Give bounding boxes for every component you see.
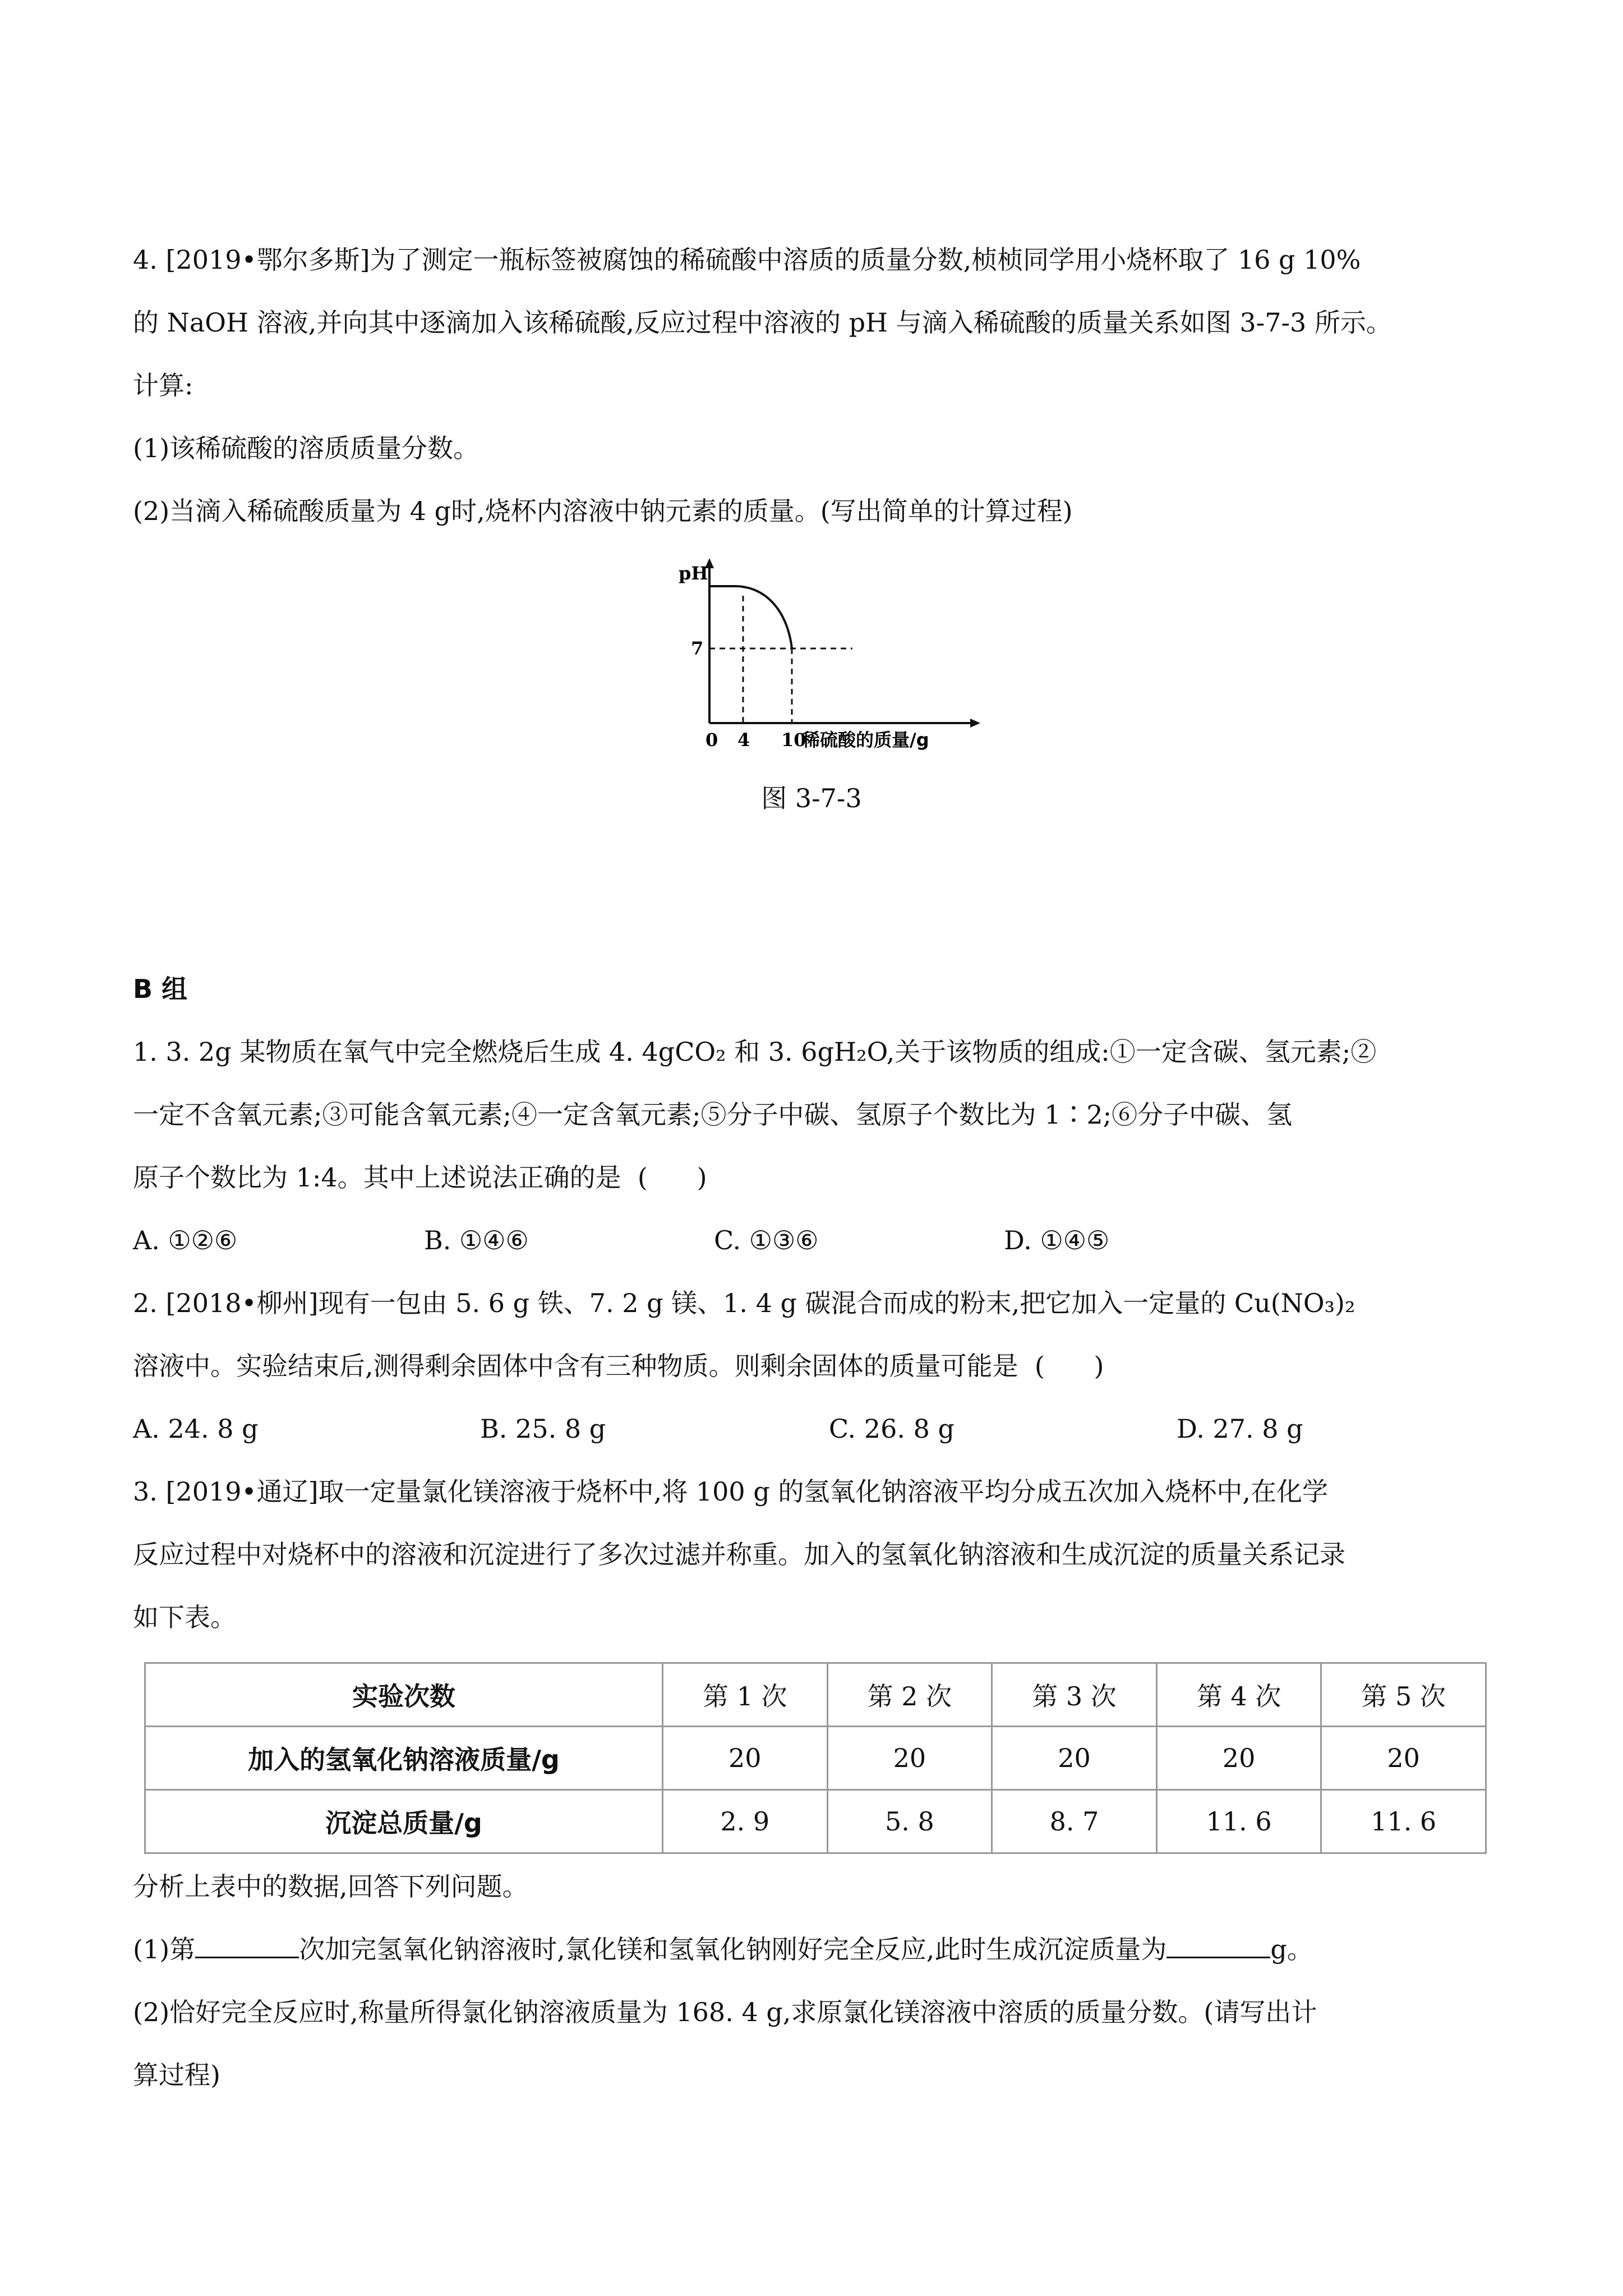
table-cell: 5. 8 [827,1790,992,1853]
b2-option-c: C. 26. 8 g [829,1414,955,1444]
table-cell: 20 [827,1727,992,1790]
problem4-question2: (2)当滴入稀硫酸质量为 4 g时,烧杯内溶液中钠元素的质量。(写出简单的计算过程) [133,496,1073,526]
group-b-title: B 组 [133,974,188,1004]
b1-option-a: A. ①②⑥ [133,1225,238,1255]
b1-option-b: B. ①④⑥ [424,1225,529,1255]
b1-option-d: D. ①④⑤ [1004,1225,1110,1255]
answer-blank-1[interactable] [195,1933,299,1958]
problem4-line1: 4. [2019•鄂尔多斯]为了测定一瓶标签被腐蚀的稀硫酸中溶质的质量分数,桢桢同学用小烧杯取了 16 g 10% [133,245,1361,275]
b2-option-b: B. 25. 8 g [480,1414,606,1444]
b1-line1: 1. 3. 2g 某物质在氧气中完全燃烧后生成 4. 4gCO₂ 和 3. 6gH₂O,关于该物质的组成:①一定含碳、氢元素;② [133,1037,1377,1067]
table-row [145,1663,1486,1727]
b2-line1: 2. [2018•柳州]现有一包由 5. 6 g 铁、7. 2 g 镁、1. 4 g 碳混合而成的粉末,把它加入一定量的 Cu(NO₃)₂ [133,1288,1355,1318]
b3-after-table: 分析上表中的数据,回答下列问题。 [133,1871,528,1902]
x-tick-0: 0 [706,729,718,751]
table-cell: 加入的氢氧化钠溶液质量/g [145,1727,663,1790]
b3-question2-line2: 算过程) [133,2060,220,2090]
table-cell: 沉淀总质量/g [145,1790,663,1853]
b3-line1: 3. [2019•通辽]取一定量氯化镁溶液于烧杯中,将 100 g 的氢氧化钠溶液平均分成五次加入烧杯中,在化学 [133,1476,1328,1507]
b3-q1-part-a: (1)第 [133,1934,196,1964]
b2-option-a: A. 24. 8 g [133,1414,259,1444]
b2-option-d: D. 27. 8 g [1177,1414,1303,1444]
x-axis-label: 稀硫酸的质量/g [802,729,929,751]
table-cell: 2. 9 [663,1790,828,1853]
ph-curve [709,586,792,648]
b3-question1 [133,1932,1313,1966]
table-cell: 11. 6 [1156,1790,1321,1853]
table-cell: 第 3 次 [992,1663,1157,1727]
table-cell: 11. 6 [1321,1790,1486,1853]
figure-caption: 图 3-7-3 [761,783,862,813]
x-axis-arrow [970,719,980,728]
b3-question2-line1: (2)恰好完全反应时,称量所得氯化钠溶液质量为 168. 4 g,求原氯化镁溶液中溶质的质量分数。(请写出计 [133,1997,1317,2027]
x-tick-10: 10 [781,729,806,751]
problem4-line3: 计算: [133,370,193,401]
y-tick-7: 7 [691,638,704,659]
table-row [145,1790,1486,1853]
table-cell: 第 5 次 [1321,1663,1486,1727]
b1-line2: 一定不含氧元素;③可能含氧元素;④一定含氧元素;⑤分子中碳、氢原子个数比为 1∶2;⑥分子中碳、氢 [133,1099,1293,1130]
problem4-question1: (1)该稀硫酸的溶质质量分数。 [133,433,479,463]
table-cell: 第 4 次 [1156,1663,1321,1727]
b3-line3: 如下表。 [133,1602,236,1632]
table-cell: 实验次数 [145,1663,663,1727]
experiment-table [144,1662,1487,1854]
table-row [145,1727,1486,1790]
answer-blank-2[interactable] [1166,1933,1270,1958]
b1-line3: 原子个数比为 1:4。其中上述说法正确的是 ( ) [133,1162,707,1193]
table-cell: 20 [1321,1727,1486,1790]
problem4-line2: 的 NaOH 溶液,并向其中逐滴加入该稀硫酸,反应过程中溶液的 pH 与滴入稀硫酸的质量关系如图 3-7-3 所示。 [133,307,1392,338]
table-cell: 20 [1156,1727,1321,1790]
x-tick-4: 4 [737,729,750,751]
b1-option-c: C. ①③⑥ [714,1225,819,1255]
b3-q1-part-c: g。 [1270,1934,1313,1964]
table-cell: 第 2 次 [827,1663,992,1727]
y-axis-label: pH [679,563,708,584]
table-cell: 8. 7 [992,1790,1157,1853]
table-cell: 第 1 次 [663,1663,828,1727]
b3-line2: 反应过程中对烧杯中的溶液和沉淀进行了多次过滤并称重。加入的氢氧化钠溶液和生成沉淀的质量关系记录 [133,1539,1345,1570]
b3-q1-part-b: 次加完氢氧化钠溶液时,氯化镁和氢氧化钠刚好完全反应,此时生成沉淀质量为 [299,1934,1167,1964]
ph-titration-chart [667,553,981,760]
b2-line2: 溶液中。实验结束后,测得剩余固体中含有三种物质。则剩余固体的质量可能是 ( ) [133,1351,1104,1381]
table-cell: 20 [663,1727,828,1790]
table-cell: 20 [992,1727,1157,1790]
